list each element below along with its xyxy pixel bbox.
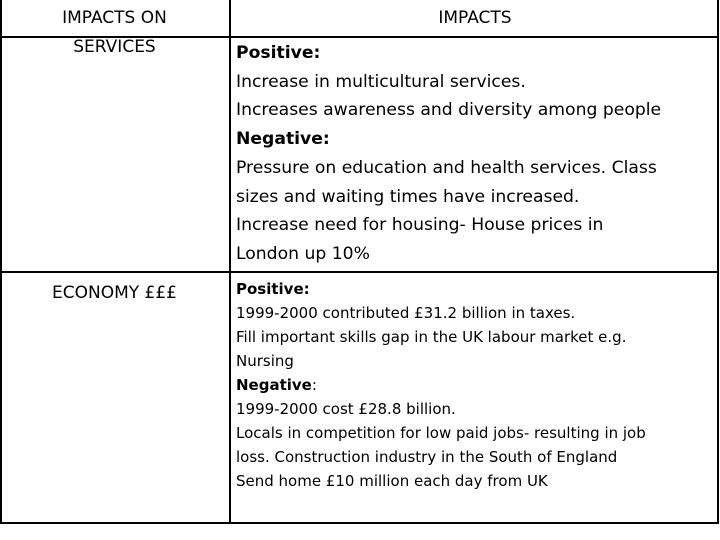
header-impacts: IMPACTS — [438, 8, 512, 28]
economy-impacts-cell — [236, 277, 718, 493]
economy-label: ECONOMY £££ — [52, 283, 177, 303]
economy-positive-item: 1999-2000 contributed £31.2 billion in taxes. — [236, 304, 576, 322]
table-border-bottom — [0, 522, 719, 524]
economy-negative-item: 1999-2000 cost £28.8 billion. — [236, 400, 456, 418]
services-negative-item: Pressure on education and health services. Class — [236, 157, 657, 178]
economy-negative-item: Send home £10 million each day from UK — [236, 472, 548, 490]
column-divider — [229, 0, 231, 524]
services-positive-item: Increases awareness and diversity among people — [236, 100, 662, 121]
services-negative-item: Increase need for housing- House prices in — [236, 215, 604, 236]
economy-negative-item: loss. Construction industry in the South of England — [236, 448, 618, 466]
header-impacts-on — [0, 4, 229, 62]
header-left-line-1: IMPACTS ON — [62, 8, 167, 28]
economy-negative-item: Locals in competition for low paid jobs- resulting in job — [236, 424, 646, 442]
economy-positive-heading: Positive: — [236, 280, 310, 298]
services-negative-item: sizes and waiting times have increased. — [236, 186, 580, 207]
economy-negative-colon: : — [311, 376, 317, 394]
services-negative-item: London up 10% — [236, 243, 370, 264]
table-border-left — [0, 0, 2, 524]
header-left-line-2: SERVICES — [73, 37, 156, 57]
row-divider — [0, 271, 719, 273]
economy-negative-heading: Negative — [236, 376, 312, 394]
services-negative-heading: Negative: — [236, 129, 330, 150]
services-impacts-cell — [236, 39, 718, 269]
services-positive-item: Increase in multicultural services. — [236, 71, 526, 92]
economy-negative-heading-line — [236, 373, 718, 397]
economy-positive-item: Nursing — [236, 352, 294, 370]
services-positive-heading: Positive: — [236, 43, 321, 63]
economy-positive-item: Fill important skills gap in the UK labour market e.g. — [236, 328, 627, 346]
